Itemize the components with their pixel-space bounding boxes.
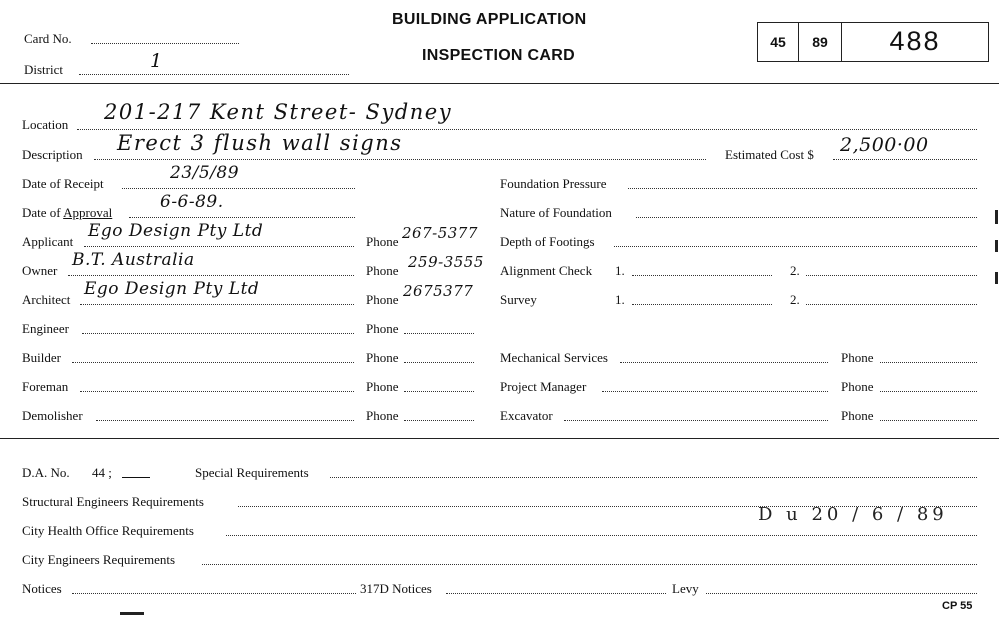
builder-line bbox=[72, 362, 354, 363]
architect-label: Architect bbox=[22, 292, 71, 307]
alignment-check-1-label: 1. bbox=[615, 263, 625, 278]
levy-line bbox=[706, 593, 977, 594]
builder-phone-line bbox=[404, 362, 474, 363]
foundation-pressure-line bbox=[628, 188, 977, 189]
scan-edge-mark bbox=[995, 272, 998, 284]
city-health-note: D u 20 / 6 / 89 bbox=[758, 504, 948, 525]
owner-label: Owner bbox=[22, 263, 58, 278]
demolisher-line bbox=[96, 420, 354, 421]
notices-line bbox=[72, 593, 356, 594]
estimated-cost-line bbox=[833, 159, 977, 160]
builder-label: Builder bbox=[22, 350, 61, 365]
nature-of-foundation-line bbox=[636, 217, 977, 218]
owner-line bbox=[68, 275, 354, 276]
special-requirements-label: Special Requirements bbox=[195, 465, 309, 480]
excavator-line bbox=[564, 420, 828, 421]
date-of-approval-line bbox=[129, 217, 355, 218]
estimated-cost-value: 2,500·00 bbox=[840, 134, 929, 156]
architect-phone: 2675377 bbox=[403, 282, 474, 300]
applicant-phone-label: Phone bbox=[366, 234, 399, 249]
structural-engineers-label: Structural Engineers Requirements bbox=[22, 494, 204, 509]
mechanical-services-line bbox=[620, 362, 828, 363]
owner-value: B.T. Australia bbox=[72, 250, 195, 270]
alignment-check-2-label: 2. bbox=[790, 263, 800, 278]
district-value: 1 bbox=[150, 50, 163, 72]
depth-of-footings-line bbox=[614, 246, 977, 247]
alignment-check-1-line bbox=[632, 275, 772, 276]
survey-label: Survey bbox=[500, 292, 537, 307]
foreman-phone-line bbox=[404, 391, 474, 392]
demolisher-phone-line bbox=[404, 420, 474, 421]
mechanical-services-phone-line bbox=[880, 362, 977, 363]
survey-1-line bbox=[632, 304, 772, 305]
foundation-pressure-label: Foundation Pressure bbox=[500, 176, 607, 191]
da-no-underline bbox=[122, 477, 150, 478]
card-number-box bbox=[757, 22, 989, 62]
applicant-label: Applicant bbox=[22, 234, 74, 249]
mechanical-services-label: Mechanical Services bbox=[500, 350, 608, 365]
date-of-receipt-line bbox=[122, 188, 355, 189]
excavator-phone-label: Phone bbox=[841, 408, 874, 423]
description-label: Description bbox=[22, 147, 83, 162]
district-line bbox=[79, 74, 349, 75]
date-of-receipt-label: Date of Receipt bbox=[22, 176, 104, 191]
notices-317d-label: 317D Notices bbox=[360, 581, 432, 596]
project-manager-label: Project Manager bbox=[500, 379, 587, 394]
depth-of-footings-label: Depth of Footings bbox=[500, 234, 595, 249]
foreman-label: Foreman bbox=[22, 379, 69, 394]
date-of-approval-value: 6-6-89. bbox=[160, 192, 224, 212]
header-divider bbox=[0, 83, 999, 84]
description-value: Erect 3 flush wall signs bbox=[117, 131, 403, 155]
project-manager-line bbox=[602, 391, 828, 392]
city-engineers-line bbox=[202, 564, 977, 565]
excavator-phone-line bbox=[880, 420, 977, 421]
builder-phone-label: Phone bbox=[366, 350, 399, 365]
date-of-approval-label: Date of Approval bbox=[22, 205, 113, 220]
card-no-line bbox=[91, 43, 239, 44]
box-code-middle: 89 bbox=[812, 34, 828, 50]
foreman-line bbox=[80, 391, 354, 392]
owner-phone-label: Phone bbox=[366, 263, 399, 278]
da-no-label: D.A. No. bbox=[22, 465, 70, 480]
section-divider bbox=[0, 438, 999, 439]
scan-edge-mark bbox=[995, 210, 998, 224]
city-health-line bbox=[226, 535, 977, 536]
city-engineers-label: City Engineers Requirements bbox=[22, 552, 176, 567]
notices-317d-line bbox=[446, 593, 666, 594]
survey-1-label: 1. bbox=[615, 292, 625, 307]
engineer-line bbox=[82, 333, 354, 334]
location-line bbox=[77, 129, 977, 130]
excavator-label: Excavator bbox=[500, 408, 553, 423]
project-manager-phone-line bbox=[880, 391, 977, 392]
architect-value: Ego Design Pty Ltd bbox=[84, 279, 260, 299]
form-title: BUILDING APPLICATION bbox=[392, 11, 587, 28]
applicant-line bbox=[84, 246, 354, 247]
applicant-value: Ego Design Pty Ltd bbox=[88, 221, 264, 241]
scan-edge-mark bbox=[995, 240, 998, 252]
card-number: 488 bbox=[889, 26, 941, 56]
survey-2-label: 2. bbox=[790, 292, 800, 307]
special-requirements-line bbox=[330, 477, 977, 478]
engineer-phone-label: Phone bbox=[366, 321, 399, 336]
engineer-phone-line bbox=[404, 333, 474, 334]
card-no-label: Card No. bbox=[24, 31, 72, 46]
demolisher-phone-label: Phone bbox=[366, 408, 399, 423]
date-of-receipt-value: 23/5/89 bbox=[170, 163, 240, 183]
survey-2-line bbox=[806, 304, 977, 305]
district-label: District bbox=[24, 62, 63, 77]
nature-of-foundation-label: Nature of Foundation bbox=[500, 205, 612, 220]
location-label: Location bbox=[22, 117, 69, 132]
architect-phone-label: Phone bbox=[366, 292, 399, 307]
engineer-label: Engineer bbox=[22, 321, 69, 336]
box-code-left: 45 bbox=[770, 34, 786, 50]
alignment-check-label: Alignment Check bbox=[500, 263, 593, 278]
mechanical-services-phone-label: Phone bbox=[841, 350, 874, 365]
form-code: CP 55 bbox=[942, 600, 973, 612]
notices-label: Notices bbox=[22, 581, 62, 596]
demolisher-label: Demolisher bbox=[22, 408, 83, 423]
city-health-label: City Health Office Requirements bbox=[22, 523, 194, 538]
owner-phone: 259-3555 bbox=[408, 253, 484, 271]
project-manager-phone-label: Phone bbox=[841, 379, 874, 394]
da-no-value: 44 ; bbox=[92, 465, 112, 480]
form-subtitle: INSPECTION CARD bbox=[422, 47, 575, 64]
applicant-phone: 267-5377 bbox=[402, 224, 478, 242]
levy-label: Levy bbox=[672, 581, 699, 596]
architect-line bbox=[80, 304, 354, 305]
scan-mark bbox=[120, 612, 144, 615]
alignment-check-2-line bbox=[806, 275, 977, 276]
location-value: 201-217 Kent Street- Sydney bbox=[104, 100, 453, 124]
description-line bbox=[94, 159, 706, 160]
estimated-cost-label: Estimated Cost $ bbox=[725, 147, 814, 162]
foreman-phone-label: Phone bbox=[366, 379, 399, 394]
